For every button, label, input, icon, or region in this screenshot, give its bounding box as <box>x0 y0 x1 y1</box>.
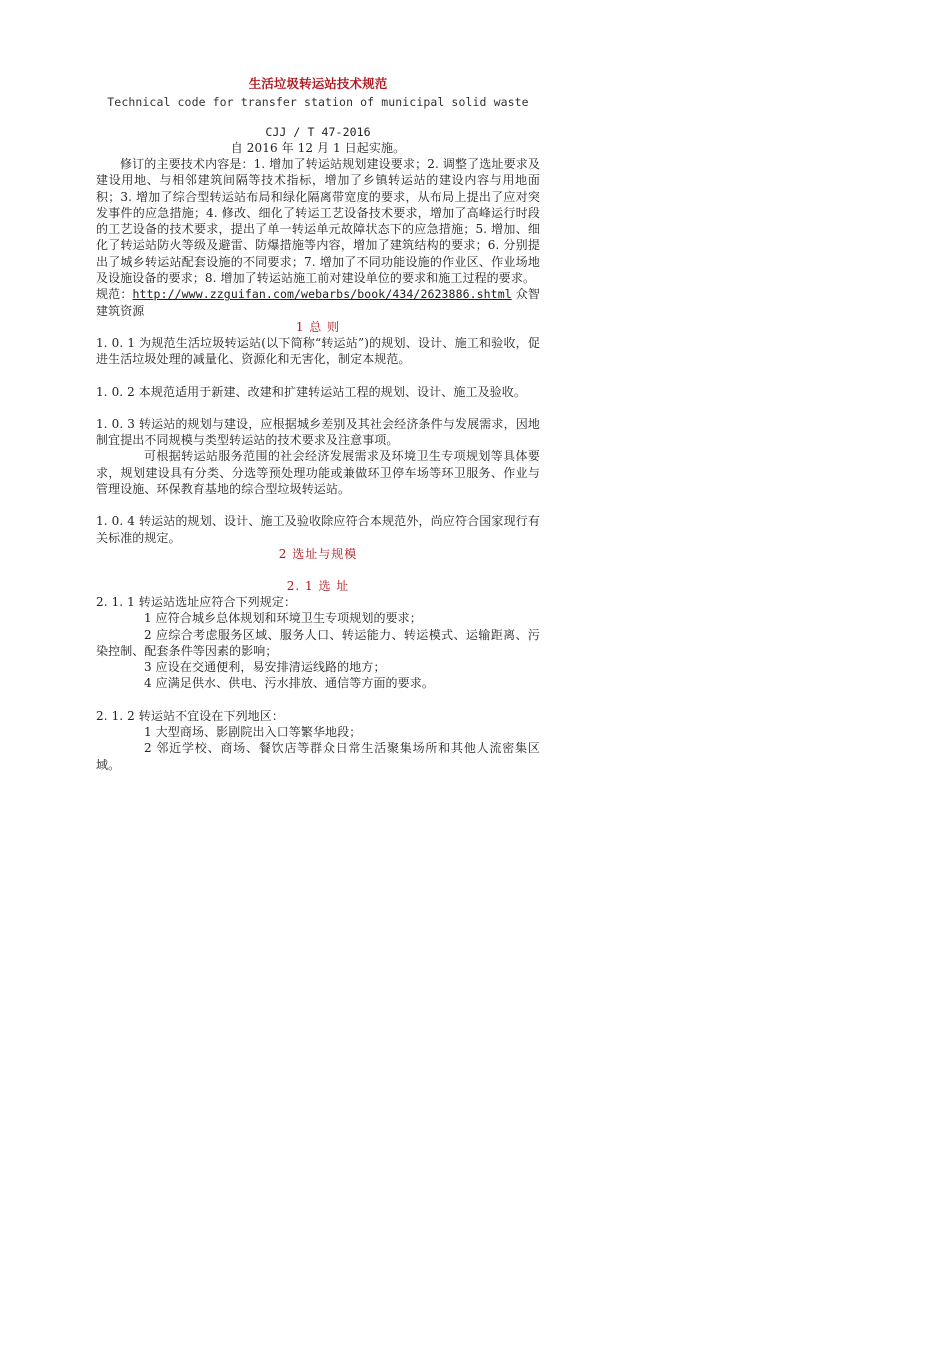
revision-intro: 修订的主要技术内容是：1. 增加了转运站规划建设要求；2. 调整了选址要求及建设用地、与相邻建筑间隔等技术指标，增加了乡镇转运站的建设内容与用地面积；3. 增加了综合型转运站布局和绿化隔离带宽度的要求，从布局上提出了应对突发事件的应急措施；4. 修改、细化了转运工艺设备技术要求，增加了高峰运行时段的工艺设备的技术要求，提出了单一转运单元故障状态下的应急措施；5. 增加、细化了转运站防火等级及避雷、防爆措施等内容，增加了建筑结构的要求；6. 分别提出了城乡转运站配套设施的不同要求；7. 增加了不同功能设施的作业区、作业场地及设施设备的要求；8. 增加了转运站施工前对建设单位的要求和施工过程的要求。 <box>96 157 540 286</box>
spacer <box>96 692 540 708</box>
clause-2-1-2: 2. 1. 2 转运站不宜设在下列地区： <box>96 708 284 723</box>
section-2-1-heading: 2. 1 选 址 <box>286 578 350 593</box>
source-prefix: 规范： <box>96 287 133 302</box>
standard-code: CJJ / T 47-2016 <box>265 125 371 139</box>
spacer <box>96 562 540 578</box>
clause-1-0-3: 1. 0. 3 转运站的规划与建设，应根据城乡差别及其社会经济条件与发展需求，因地制宜提出不同规模与类型转运站的技术要求及注意事项。 <box>96 416 540 448</box>
clause-1-0-3-note: 可根据转运站服务范围的社会经济发展需求及环境卫生专项规划等具体要求，规划建设具有分类、分选等预处理功能或兼做环卫停车场等环卫服务、作业与管理设施、环保教育基地的综合型垃圾转运站。 <box>96 449 540 497</box>
clause-2-1-1: 2. 1. 1 转运站选址应符合下列规定： <box>96 594 297 609</box>
spacer <box>96 497 540 513</box>
spacer <box>96 400 540 416</box>
clause-2-1-1-item: 2 应综合考虑服务区域、服务人口、转运能力、转运模式、运输距离、污染控制、配套条件等因素的影响； <box>96 627 540 658</box>
clause-2-1-1-item: 1 应符合城乡总体规划和环境卫生专项规划的要求； <box>144 611 422 626</box>
source-link[interactable]: http://www.zzguifan.com/webarbs/book/434/2623886.shtml <box>132 287 512 302</box>
spacer <box>96 368 540 384</box>
effective-date: 自 2016 年 12 月 1 日起实施。 <box>230 141 406 155</box>
clause-1-0-2: 1. 0. 2 本规范适用于新建、改建和扩建转运站工程的规划、设计、施工及验收。 <box>96 384 526 399</box>
clause-2-1-1-item: 3 应设在交通便利，易安排清运线路的地方； <box>144 660 386 675</box>
document-subtitle: Technical code for transfer station of municipal solid waste <box>107 95 529 109</box>
clause-1-0-1: 1. 0. 1 为规范生活垃圾转运站(以下简称“转运站”)的规划、设计、施工和验收，促进生活垃圾处理的减量化、资源化和无害化，制定本规范。 <box>96 335 540 367</box>
chapter-2-heading: 2 选址与规模 <box>278 546 358 561</box>
source-suffix: 众智建筑资源 <box>96 287 540 318</box>
document-title: 生活垃圾转运站技术规范 <box>248 76 388 91</box>
clause-2-1-2-item: 2 邻近学校、商场、餐饮店等群众日常生活聚集场所和其他人流密集区域。 <box>96 741 540 772</box>
document-page <box>96 76 540 773</box>
chapter-1-heading: 1 总 则 <box>295 319 341 334</box>
clause-1-0-4: 1. 0. 4 转运站的规划、设计、施工及验收除应符合本规范外，尚应符合国家现行有关标准的规定。 <box>96 514 540 545</box>
source-line <box>96 286 540 319</box>
clause-2-1-2-item: 1 大型商场、影剧院出入口等繁华地段； <box>144 725 362 740</box>
clause-2-1-1-item: 4 应满足供水、供电、污水排放、通信等方面的要求。 <box>144 676 434 691</box>
